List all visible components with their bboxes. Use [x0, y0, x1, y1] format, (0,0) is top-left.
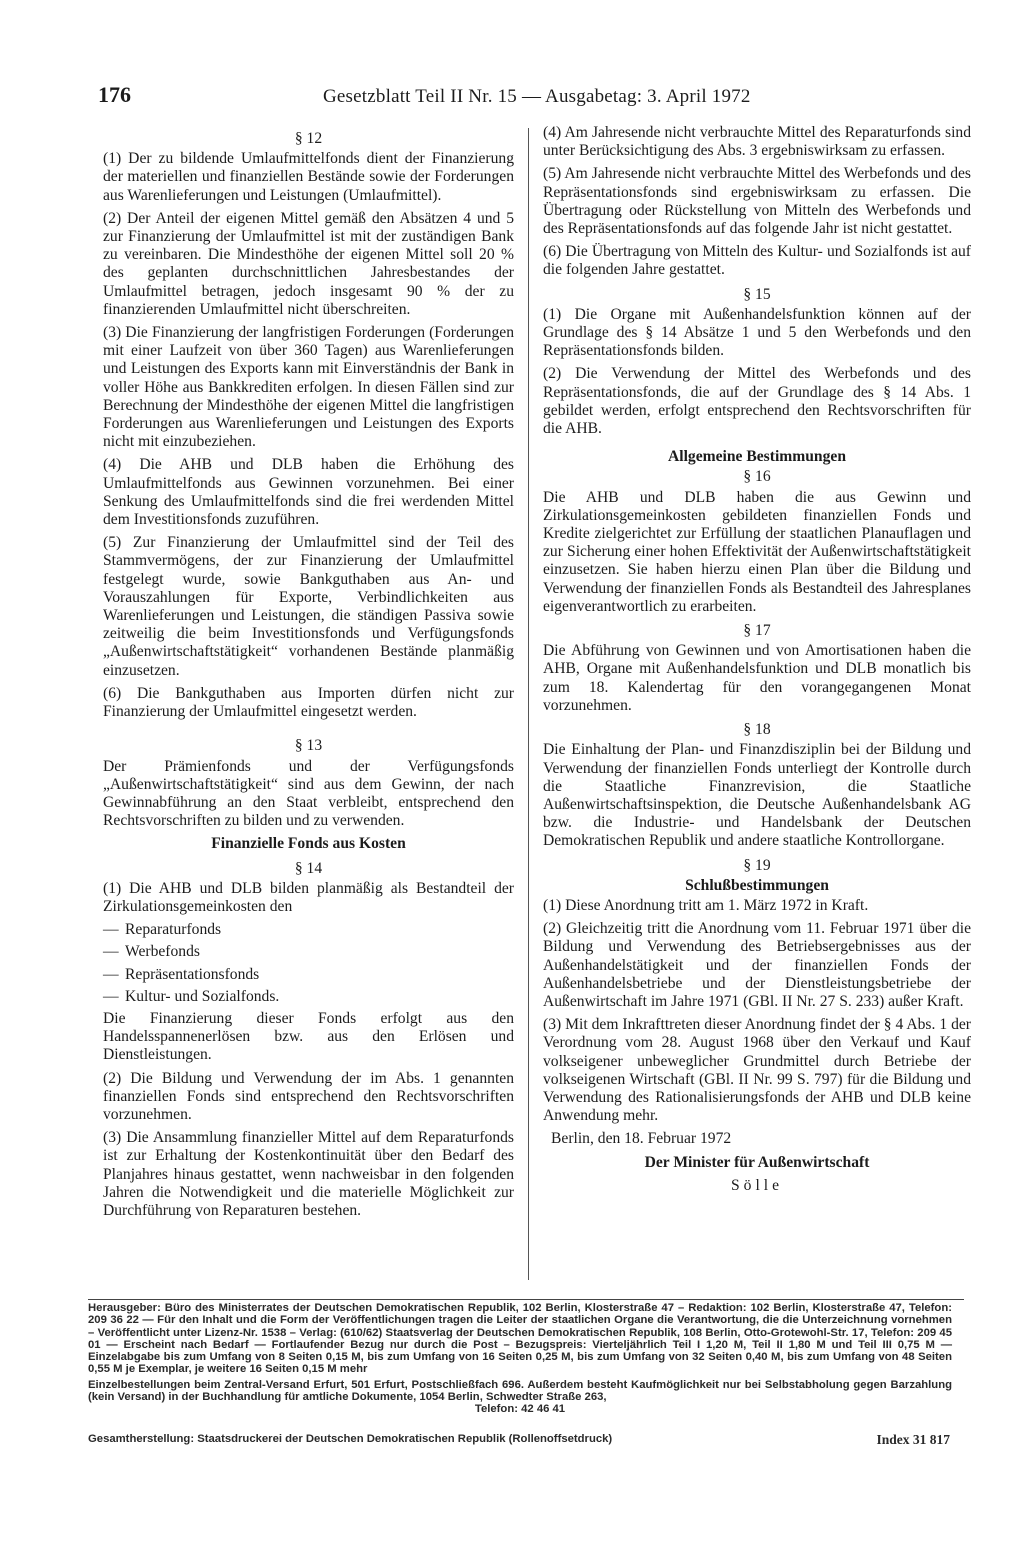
signature-title: Der Minister für Außenwirtschaft [644, 1153, 870, 1171]
place-date: Berlin, den 18. Februar 1972 [551, 1130, 732, 1148]
paragraph: Die AHB und DLB haben die aus Gewinn und Zirkulationsgemeinkosten gebildeten finanziellen Fonds und Kredite zielgerichtet zur Erfüllung der staatlichen Planauflagen und zur Sicherung einer hohen Effektivität der Außenwirtschaftstätigkeit einzusetzen. Sie haben hierzu einen Plan über die Bildung und Verwendung der finanziellen Fonds als Bestandteil des Jahresplanes eigenverantwortlich zu erarbeiten. [543, 488, 971, 615]
column-divider [528, 128, 529, 1280]
section-heading-13: § 13 [294, 737, 323, 755]
page-header [98, 82, 968, 110]
paragraph: (1) Die AHB und DLB bilden planmäßig als Bestandteil der Zirkulationsgemeinkosten den [103, 879, 514, 915]
dash: — [103, 987, 119, 1005]
paragraph: (5) Zur Finanzierung der Umlaufmittel sind der Teil des Stammvermögens, der zur Finanzierung der Umlaufmittel festgelegt wurde, sowie Bankguthaben aus An- und Vorauszahlungen für Exporte, Verbindlichkeiten aus Warenlieferungen und Leistungen, die ständigen Passiva sowie zeitweilig die beim Investitionsfonds und Verfügungsfonds „Außenwirtschaftstätigkeit“ vorhandenen Bestände planmäßig einzusetzen. [103, 534, 514, 679]
paragraph: (1) Die Organe mit Außenhandelsfunktion können auf der Grundlage des § 14 Absätze 1 und 5 den Werbefonds und den Repräsentationsfonds bilden. [543, 305, 971, 360]
paragraph: (1) Diese Anordnung tritt am 1. März 1972 in Kraft. [543, 896, 869, 914]
section-heading-12: § 12 [294, 130, 323, 147]
running-head: Gesetzblatt Teil II Nr. 15 — Ausgabetag: 3. April 1972 [323, 86, 751, 107]
fonds-list [103, 921, 514, 1006]
left-column [103, 124, 514, 1225]
dash: — [103, 943, 119, 961]
section-heading-19: § 19 [743, 856, 771, 874]
section-heading-16: § 16 [743, 468, 771, 486]
signature-name: Sölle [730, 1176, 784, 1194]
paragraph: (1) Der zu bildende Umlaufmittelfonds dient der Finanzierung der materiellen und finanziellen Bestände sowie der Forderungen aus Warenlieferungen und Leistungen (Umlaufmittel). [103, 150, 514, 204]
paragraph: Die Einhaltung der Plan- und Finanzdisziplin bei der Bildung und Verwendung der finanziellen Fonds unterliegt der Kontrolle durch die Staatliche Finanzrevision, die Staatliche Außenwirtschaftsinspektion, die Deutsche Außenhandelsbank AG bzw. die Industrie- und Handelsbank der Deutschen Demokratischen Republik und andere staatliche Kontrollorgane. [543, 741, 971, 850]
paragraph: (2) Die Verwendung der Mittel des Werbefonds und des Repräsentationsfonds, die auf der Grundlage des § 14 Abs. 1 gebildet werden, erfolgt entsprechend den Rechtsvorschriften für die AHB. [543, 365, 971, 438]
list-item [103, 966, 514, 984]
printer-credit: Gesamtherstellung: Staatsdruckerei der Deutschen Demokratischen Republik (Rollenoffsetdruck) [88, 1433, 613, 1445]
list-item-text: Reparaturfonds [125, 921, 222, 939]
page-number: 176 [98, 82, 131, 107]
paragraph: (6) Die Bankguthaben aus Importen dürfen nicht zur Finanzierung der Umlaufmittel eingesetzt werden. [103, 684, 514, 721]
paragraph: Die Abführung von Gewinnen und von Amortisationen haben die AHB, Organe mit Außenhandelsfunktion und DLB monatlich bis zum 18. Kalendertag für den vorangegangenen Monat vorzunehmen. [543, 642, 971, 714]
paragraph: (5) Am Jahresende nicht verbrauchte Mittel des Werbefonds und des Repräsentationsfonds sind ergebniswirksam zu erfassen. Die Übertragung oder Rückstellung von Mitteln des Werbefonds und des Repräsentationsfonds auf das folgende Jahr ist nicht gestattet. [543, 165, 971, 238]
right-column [543, 124, 971, 1200]
paragraph: (2) Der Anteil der eigenen Mittel gemäß den Absätzen 4 und 5 zur Finanzierung der Umlaufmittel ist mit der zuständigen Bank zu vereinbaren. Die Mindesthöhe der eigenen Mittel soll 20 % des geplanten durchschnittlichen Jahresbestandes der Umlaufmittel betragen, jedoch insgesamt 90 % der zu finanzierenden Umlaufmittel nicht überschreiten. [103, 209, 514, 318]
paragraph: (3) Die Finanzierung der langfristigen Forderungen (Forderungen mit einer Laufzeit von über 360 Tagen) aus Warenlieferungen und Leistungen des Exports kann mit Einverständnis der Bank in voller Höhe aus Bankkrediten erfolgen. In diesen Fällen sind zur Berechnung der Mindesthöhe der eigenen Mittel die langfristigen Forderungen aus Warenlieferungen und Leistungen des Exports nicht mit einzubeziehen. [103, 324, 514, 451]
paragraph: (3) Mit dem Inkrafttreten dieser Anordnung findet der § 4 Abs. 1 der Verordnung vom 28. August 1968 über den Verkauf und Kauf volkseigener unbeweglicher Grundmittel durch Betriebe der volkseigenen Wirtschaft (GBl. II Nr. 99 S. 797) für die Bildung und Verwendung des Rationalisierungsfonds der AHB und DLB keine Anwendung mehr. [543, 1016, 971, 1125]
paragraph: (2) Die Bildung und Verwendung der im Abs. 1 genannten finanziellen Fonds sind entsprechend den Rechtsvorschriften vorzunehmen. [103, 1069, 514, 1123]
imprint-phone: Telefon: 42 46 41 [474, 1403, 566, 1416]
paragraph: (4) Am Jahresende nicht verbrauchte Mittel des Reparaturfonds sind unter Berücksichtigung des Abs. 3 ergebniswirksam zu erfassen. [543, 124, 971, 160]
paragraph: Der Prämienfonds und der Verfügungsfonds „Außenwirtschaftstätigkeit“ sind aus dem Gewinn, der nach Gewinnabführung an den Staat verbleibt, entsprechend den Rechtsvorschriften zu bilden und zu verwenden. [103, 757, 514, 830]
list-item-text: Werbefonds [125, 943, 200, 961]
paragraph: Die Finanzierung dieser Fonds erfolgt aus den Handelsspannenerlösen bzw. aus den Erlösen und Dienstleistungen. [103, 1009, 514, 1064]
dash: — [103, 921, 119, 939]
subheading-schlussbestimmungen: Schlußbestimmungen [685, 876, 829, 894]
section-heading-14: § 14 [294, 859, 323, 877]
list-item-text: Kultur- und Sozialfonds. [125, 987, 280, 1005]
imprint-publisher: Herausgeber: Büro des Ministerrates der Deutschen Demokratischen Republik, 102 Berlin, Klosterstraße 47 – Redaktion: 102 Berlin, Klosterstraße 47, Telefon: 209 36 22 — Für den Inhalt und die Form der Veröffentlichungen tragen die Leiter der staatlichen Organe die Verantwortung, die die Unterzeichnung vornehmen – Veröffentlicht unter Lizenz-Nr. 1538 – Verlag: (610/62) Staatsverlag der Deutschen Demokratischen Republik, 108 Berlin, Otto-Grotewohl-Str. 17, Telefon: 209 45 01 — Erscheint nach Bedarf — Fortlaufender Bezug nur durch die Post – Bezugspreis: Vierteljährlich Teil I 1,20 M, Teil II 1,80 M und Teil III 0,75 M — Einzelabgabe bis zum Umfang von 8 Seiten 0,15 M, bis zum Umfang von 16 Seiten 0,25 M, bis zum Umfang von 32 Seiten 0,40 M, bis zum Umfang von 48 Seiten 0,55 M je Exemplar, je weitere 16 Seiten 0,15 M mehr [88, 1302, 952, 1376]
section-heading-15: § 15 [743, 285, 771, 303]
paragraph: (4) Die AHB und DLB haben die Erhöhung des Umlaufmittelfonds aus Gewinnen vorzunehmen. Bei einer Senkung des Umlaufmittelfonds sind die frei werdenden Mittel dem Investitionsfonds zuzuführen. [103, 456, 514, 529]
paragraph: (6) Die Übertragung von Mitteln des Kultur- und Sozialfonds ist auf die folgenden Jahre gestattet. [543, 243, 971, 279]
paragraph: (2) Gleichzeitig tritt die Anordnung vom 11. Februar 1971 über die Bildung und Verwendung des Betriebsergebnisses aus der Außenhandelstätigkeit und der finanziellen Fonds der Außenhandelsbetriebe und der Dienstleistungsbetriebe der Außenwirtschaft im Jahre 1971 (GBl. II Nr. 27 S. 233) außer Kraft. [543, 920, 971, 1010]
list-item [103, 943, 514, 961]
printer-line [88, 1433, 952, 1445]
list-item-text: Repräsentationsfonds [125, 965, 260, 983]
paragraph: (3) Die Ansammlung finanzieller Mittel auf dem Reparaturfonds ist zur Erhaltung der Kostenkontinuität über den Bedarf des Planjahres hinaus gestattet, wenn nachweisbar in den folgenden Jahren die Notwendigkeit und die materielle Möglichkeit zur Durchführung von Reparaturen bestehen. [103, 1129, 514, 1219]
section-heading-18: § 18 [743, 721, 771, 739]
list-item [103, 988, 514, 1006]
footer-divider [88, 1299, 964, 1300]
imprint-orders: Einzelbestellungen beim Zentral-Versand Erfurt, 501 Erfurt, Postschließfach 696. Außerdem besteht Kaufmöglichkeit nur bei Selbstabholung gegen Barzahlung (kein Versand) in der Buchhandlung für amtliche Dokumente, 1054 Berlin, Schwedter Straße 263, [88, 1378, 952, 1404]
subheading-fonds-aus-kosten: Finanzielle Fonds aus Kosten [211, 835, 406, 853]
dash: — [103, 965, 119, 983]
list-item [103, 921, 514, 939]
section-heading-17: § 17 [743, 622, 771, 640]
imprint [88, 1302, 952, 1419]
subheading-allgemeine-bestimmungen: Allgemeine Bestimmungen [667, 448, 846, 466]
index-number: Index 31 817 [876, 1432, 950, 1447]
